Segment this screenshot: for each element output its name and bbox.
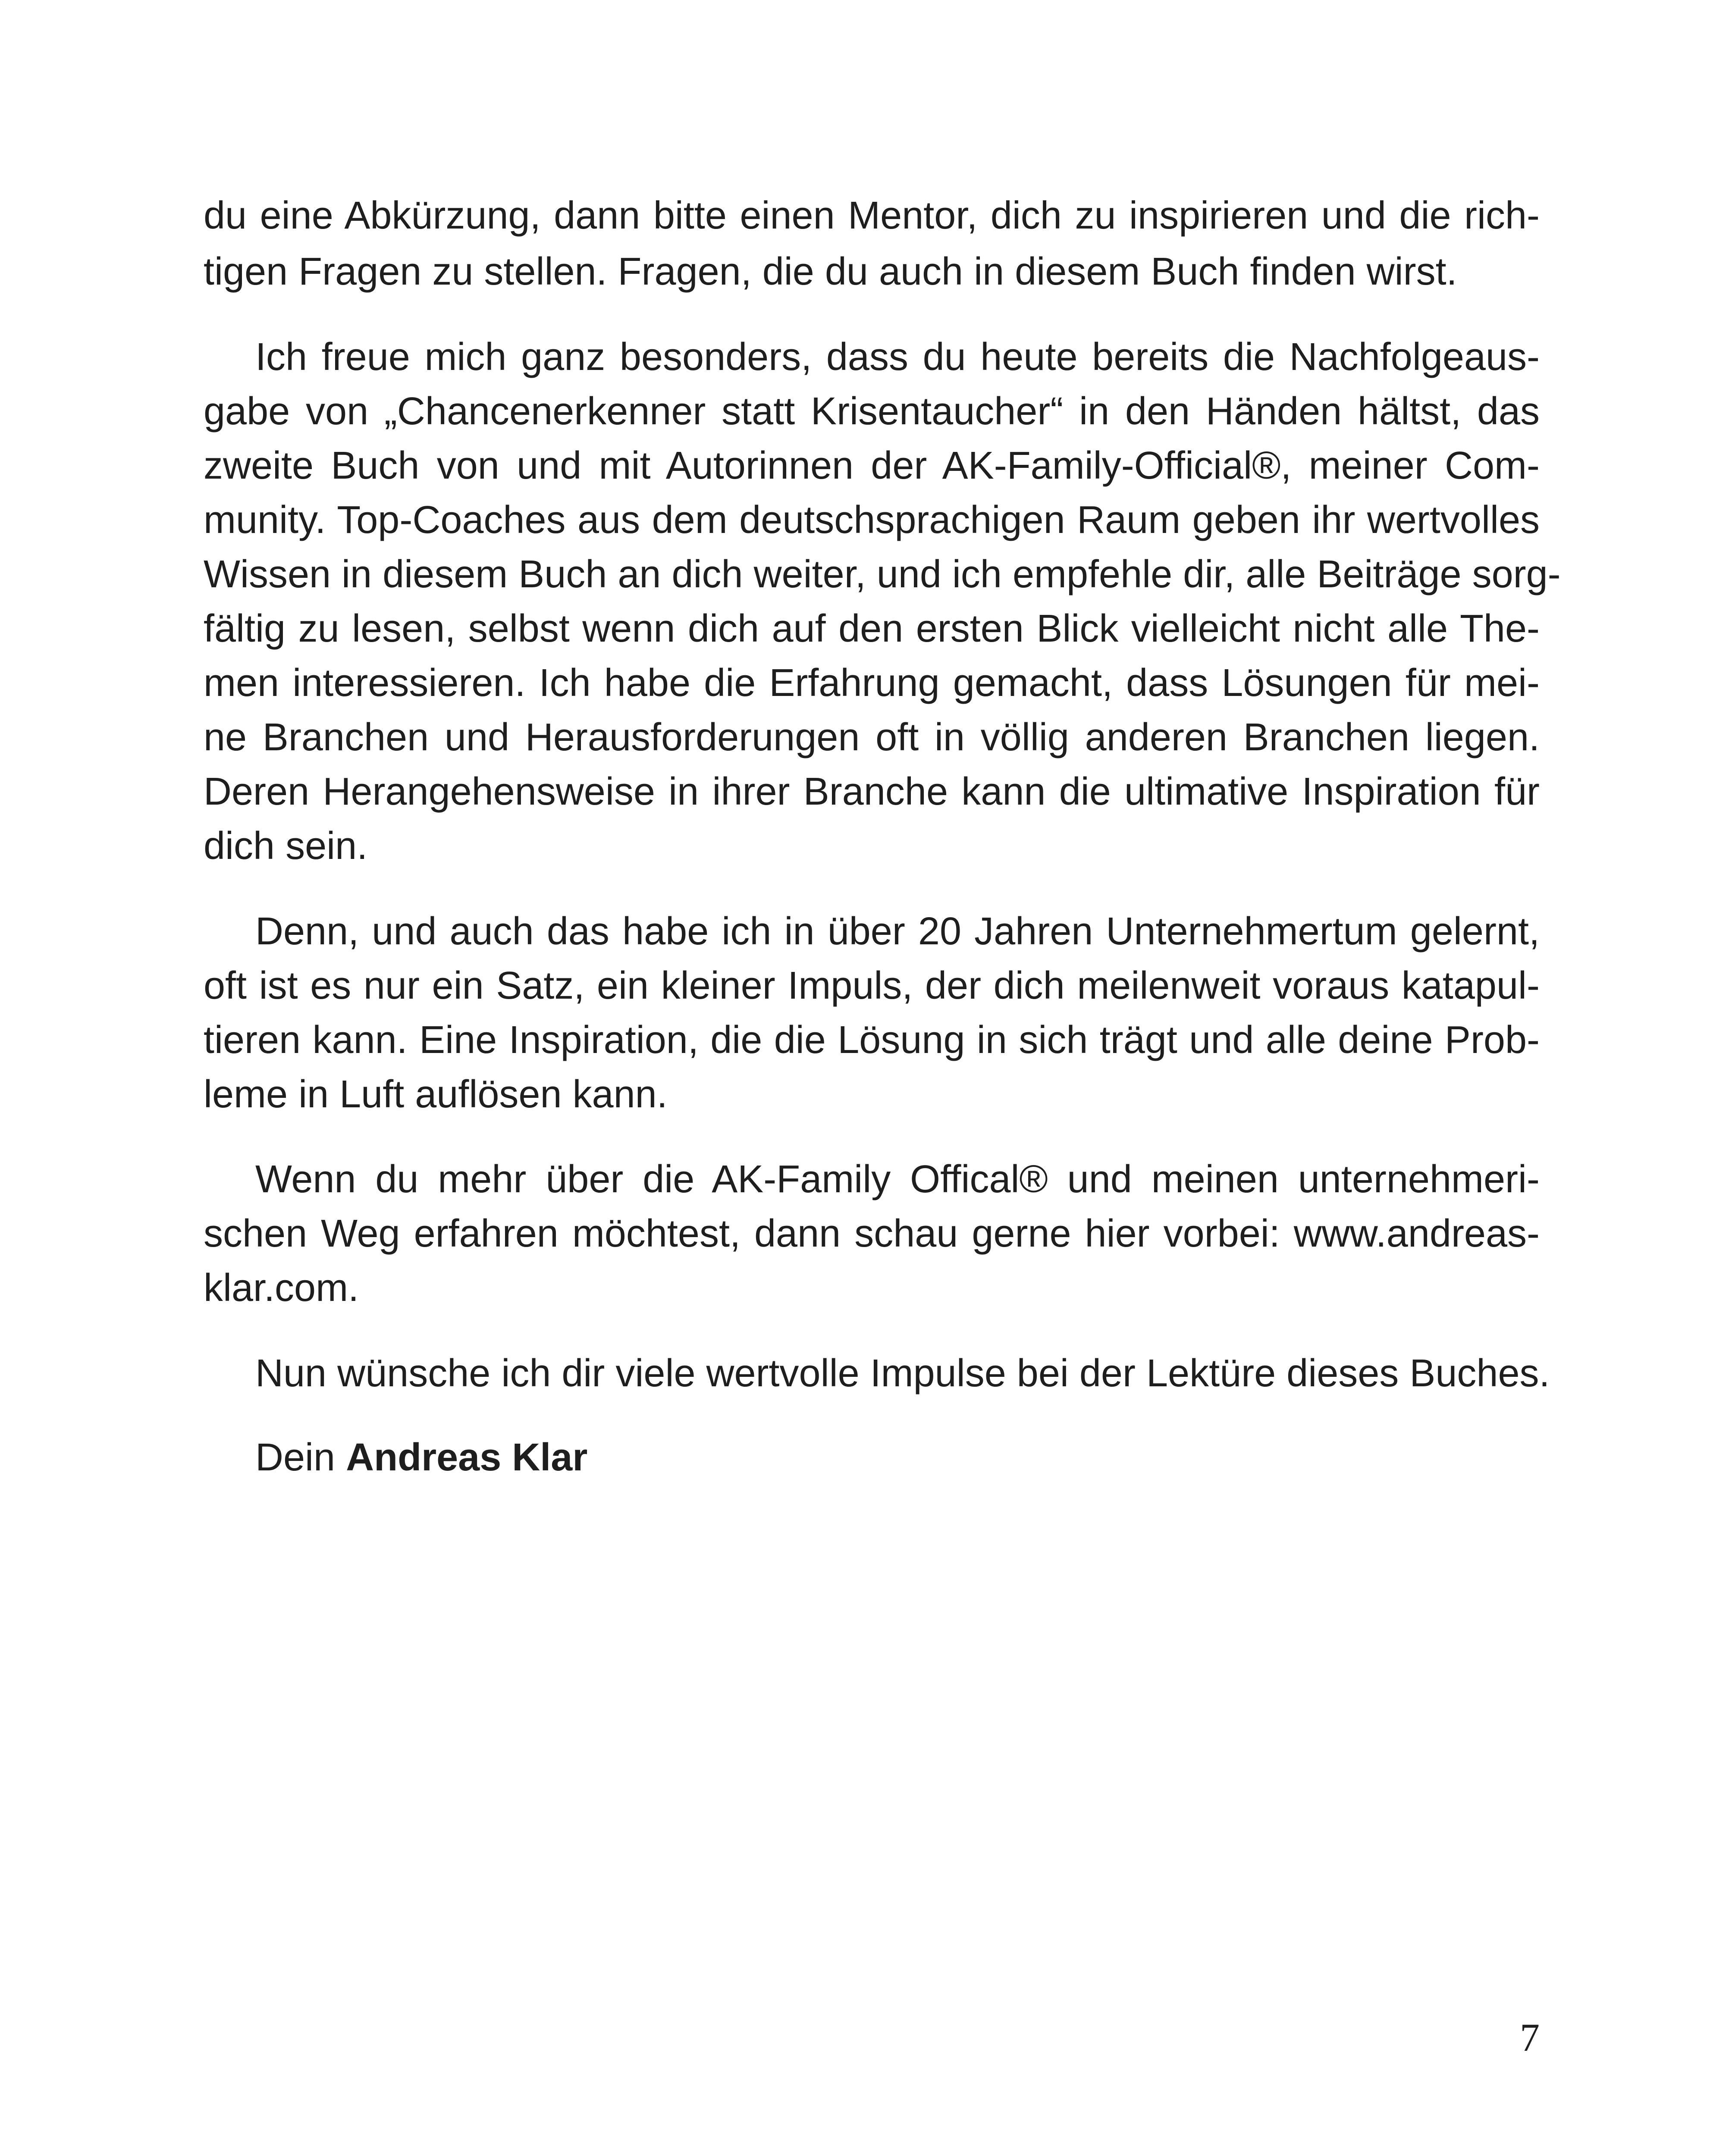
text-line: dich sein.: [204, 824, 368, 868]
text-line: Wenn du mehr über die AK-Family Offical® und meinen unternehmeri-: [255, 1158, 1540, 1201]
signature-line: [204, 1432, 1540, 1483]
text-line: Nun wünsche ich dir viele wertvolle Impulse bei der Lektüre dieses Buches.: [255, 1352, 1550, 1395]
text-line: Deren Herangehensweise in ihrer Branche kann die ultimative Inspiration für: [204, 770, 1540, 813]
author-name: Andreas Klar: [346, 1436, 588, 1479]
text-line: men interessieren. Ich habe die Erfahrung gemacht, dass Lösungen für mei-: [204, 661, 1540, 705]
text-line: Denn, und auch das habe ich in über 20 Jahren Unternehmertum gelernt,: [255, 910, 1540, 953]
text-line: tieren kann. Eine Inspiration, die die Lösung in sich trägt und alle deine Prob-: [204, 1018, 1540, 1062]
text-line: leme in Luft auflösen kann.: [204, 1073, 668, 1116]
text-line: klar.com.: [204, 1266, 359, 1310]
text-line: Wissen in diesem Buch an dich weiter, und ich empfehle dir, alle Beiträge sorg-: [204, 553, 1561, 596]
text-line: schen Weg erfahren möchtest, dann schau gerne hier vorbei: www.andreas-: [204, 1212, 1540, 1255]
text-line: ne Branchen und Herausforderungen oft in völlig anderen Branchen liegen.: [204, 716, 1540, 759]
text-line: zweite Buch von und mit Autorinnen der AK-Family-Official®, meiner Com-: [204, 444, 1540, 487]
text-line: munity. Top-Coaches aus dem deutschsprachigen Raum geben ihr wertvolles: [204, 498, 1540, 542]
text-line: du eine Abkürzung, dann bitte einen Mentor, dich zu inspirieren und die rich-: [204, 194, 1540, 237]
text-line: gabe von „Chancenerkenner statt Krisentaucher“ in den Händen hältst, das: [204, 390, 1540, 433]
signature-prefix: Dein: [255, 1436, 336, 1479]
text-line: Ich freue mich ganz besonders, dass du heute bereits die Nachfolgeaus-: [255, 335, 1540, 379]
text-line: oft ist es nur ein Satz, ein kleiner Impuls, der dich meilenweit voraus katapul-: [204, 964, 1540, 1007]
text-line: fältig zu lesen, selbst wenn dich auf den ersten Blick vielleicht nicht alle The-: [204, 607, 1540, 650]
page-number: 7: [1520, 2015, 1540, 2059]
text-line: tigen Fragen zu stellen. Fragen, die du auch in diesem Buch finden wirst.: [204, 250, 1457, 293]
